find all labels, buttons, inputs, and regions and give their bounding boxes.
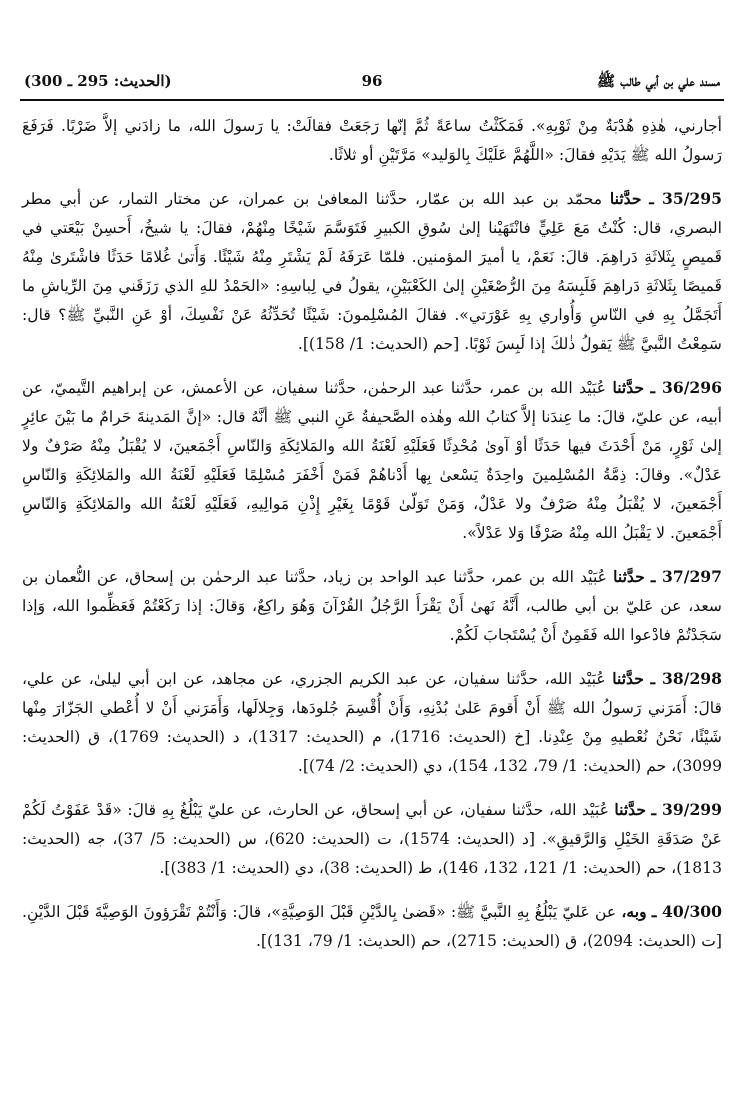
hadith-text: محمّد بن عبد الله بن عمّار، حدَّثنا المعافىٰ بن عمران، عن مختار التمار، عن أبي مطر البصري، قال: كُنْتُ مَعَ عَلِيٍّ فانْتَهَيْنا إلىٰ سُوقِ الكبيرِ فَتَوَسَّمَ شَيْخًا مِنْهُمْ، فقالَ: يا شيخُ، أَحسِنْ بَيْعَتي في قَميصٍ بِثَلاثَةِ دَراهِمَ. قالَ: نَعَمْ، يا أميرَ المؤمنين. فلمّا عَرَفَهُ لَمْ يَشْتَرِ مِنْهُ شَيْئًا. وَأَتىٰ غُلامًا حَدَثًا فاشْتَرىٰ مِنْهُ قَميصًا بِثَلاثَةِ دَراهِمَ فَلَبِسَهُ مِنَ الرُّصْغَيْنِ إلىٰ الكَعْبَيْنِ، يقولُ في لِباسِهِ: «الحَمْدُ للهِ الذي رَزَقَني مِنَ الرِّياشِ ما أَتَجَمَّلُ بِهِ في النّاسِ وَأُواري بِهِ عَوْرَتي». فقالَ المُسْلِمونَ: شَيْئًا تُحَدِّثُهُ عَنْ نَفْسِكَ، أوْ عَنِ النَّبيِّ ﷺ؟ قال: سَمِعْتُ النَّبيَّ ﷺ يَقولُ ذٰلكَ إذا لَبِسَ ثَوْبًا. [حم (الحديث: 1/ 158)]. <box>22 190 722 353</box>
hadith-number: 40/300 ـ <box>651 902 722 921</box>
hadith-continuation <box>22 112 722 170</box>
hadith-text: عُبَيْد الله، حدَّثنا سفيان، عن عبد الكريم الجزري، عن مجاهد، عن ابن أبي ليلىٰ، عن علي، قالَ: أَمَرَني رَسولُ الله ﷺ أَنْ أَقومَ عَلىٰ بُدْنِهِ، وَأَنْ أُقْسِمَ جُلودَها، وَجِلالَها، وَأَمَرَني أَنْ لا أُعْطي الجَزّارَ مِنْها شَيْئًا، نَحْنُ نُعْطيهِ مِنْ عِنْدِنا. [خ (الحديث: 1716)، م (الحديث: 1317)، د (الحديث: 1769)، ق (الحديث: 3099)، حم (الحديث: 1/ 79، 132، 154)، دي (الحديث: 2/ 74)]. <box>22 670 722 775</box>
hadith-number: 37/297 ـ <box>650 567 722 586</box>
header-divider <box>20 99 724 101</box>
hadith-298 <box>22 664 722 781</box>
hadith-opening: حدَّثنا <box>612 669 644 688</box>
hadith-number: 39/299 ـ <box>651 800 722 819</box>
page-body <box>22 112 722 956</box>
hadith-number: 36/296 ـ <box>650 378 722 397</box>
hadith-opening: وبه، <box>621 902 647 921</box>
hadith-300 <box>22 897 722 956</box>
hadith-number: 38/298 ـ <box>650 669 722 688</box>
hadith-297 <box>22 562 722 650</box>
hadith-opening: حدَّثنا <box>614 800 647 819</box>
book-title: مسند علي بن أبي طالب ﷺ <box>596 72 720 90</box>
hadith-text: أجارني، هٰذِهِ هُدْبَةٌ مِنْ ثَوْبِهِ». فَمَكَثْتُ ساعَةً ثُمَّ إنّها رَجَعَتْ فقالَتْ: يا رَسولَ الله، ما زادَني إلاَّ ضَرْبًا. فَرَفَعَ رَسولُ الله ﷺ يَدَيْهِ فقالَ: «اللَّهُمَّ عَلَيْكَ بِالوَليد» مَرَّتَيْنِ أو ثلاثًا. <box>22 117 722 164</box>
hadith-range: (الحديث: 295 ـ 300) <box>24 72 172 90</box>
hadith-opening: حدَّثنا <box>613 567 645 586</box>
page-number: 96 <box>361 72 383 90</box>
hadith-opening: حدَّثنا <box>612 378 645 397</box>
hadith-text: عن عَليّ يَبْلُغُ بِهِ النَّبيَّ ﷺ: «قَضىٰ بِالدَّيْنِ قَبْلَ الوَصِيَّةِ»، قالَ: وَأَنْتُمْ تَقْرَؤونَ الوَصِيَّةَ قَبْلَ الدَّيْنِ. [ت (الحديث: 2094)، ق (الحديث: 2715)، حم (الحديث: 1/ 79، 131)]. <box>22 903 722 950</box>
hadith-number: 35/295 ـ <box>649 189 722 208</box>
hadith-text: عُبَيْد الله بن عمر، حدَّثنا عبد الرحمٰن، حدَّثنا سفيان، عن الأعمش، عن إبراهيم التَّيميّ، عن أبيه، عن عليّ، قالَ: ما عِندَنا إلاَّ كتابُ الله وهٰذه الصَّحيفةُ عَنِ النبي ﷺ أنَّهُ قال: «إنَّ المَدينةَ حَرامٌ ما بَيْنَ عائِرٍ إلىٰ ثَوْرٍ، مَنْ أَحْدَثَ فيها حَدَثًا أوْ آوىٰ مُحْدِثًا فَعَلَيْهِ لَعْنَةُ الله والمَلائِكَةِ وَالنّاسِ أَجْمَعينَ، لا يُقْبَلُ مِنْهُ صَرْفٌ ولا عَدْلٌ». وقالَ: ذِمَّةُ المُسْلِمينَ واحِدَةٌ يَسْعىٰ بِها أَدْناهُمْ فَمَنْ أَخْفَرَ مُسْلِمًا فَعَلَيْهِ لَعْنَةُ الله والمَلائِكَةِ وَالنّاسِ أَجْمَعينَ، لا يُقْبَلُ مِنْهُ صَرْفٌ ولا عَدْلٌ، وَمَنْ تَوَلّىٰ قَوْمًا بِغَيْرِ إِذْنِ مَوالِيهِ، فَعَلَيْهِ لَعْنَةُ الله والمَلائِكَةِ وَالنّاسِ أَجْمَعينَ. لا يَقْبَلُ الله مِنْهُ صَرْفًا وَلا عَدْلاً». <box>22 379 723 542</box>
hadith-295 <box>22 184 722 359</box>
hadith-296 <box>22 373 722 548</box>
page-header <box>20 70 724 96</box>
hadith-text: عُبَيْد الله بن عمر، حدَّثنا عبد الواحد بن زياد، حدَّثنا عبد الرحمٰن بن إسحاق، عن النُّعمان بن سعد، عن عَليّ بن أبي طالب، أَنَّهُ نَهىٰ أَنْ يَقْرَأَ الرَّجُلُ القُرْآنَ وَهُوَ راكِعٌ، وَقالَ: إذا رَكَعْتُمْ فَعَظِّموا الله، وَإذا سَجَدْتُمْ فادْعوا الله فَقَمِنٌ أَنْ يُسْتَجابَ لَكُمْ. <box>22 568 722 644</box>
hadith-opening: حدَّثنا <box>609 189 642 208</box>
hadith-299 <box>22 795 722 883</box>
hadith-text: عُبَيْد الله، حدَّثنا سفيان، عن أبي إسحاق، عن الحارث، عن عليّ يَبْلُغُ بِهِ قالَ: «قَدْ عَفَوْتُ لَكُمْ عَنْ صَدَقَةِ الخَيْلِ وَالرَّقيقِ». [د (الحديث: 1574)، ت (الحديث: 620)، س (الحديث: 5/ 37)، جه (الحديث: 1813)، حم (الحديث: 1/ 121، 132، 146)، ط (الحديث: 38)، دي (الحديث: 1/ 383)]. <box>22 801 722 877</box>
